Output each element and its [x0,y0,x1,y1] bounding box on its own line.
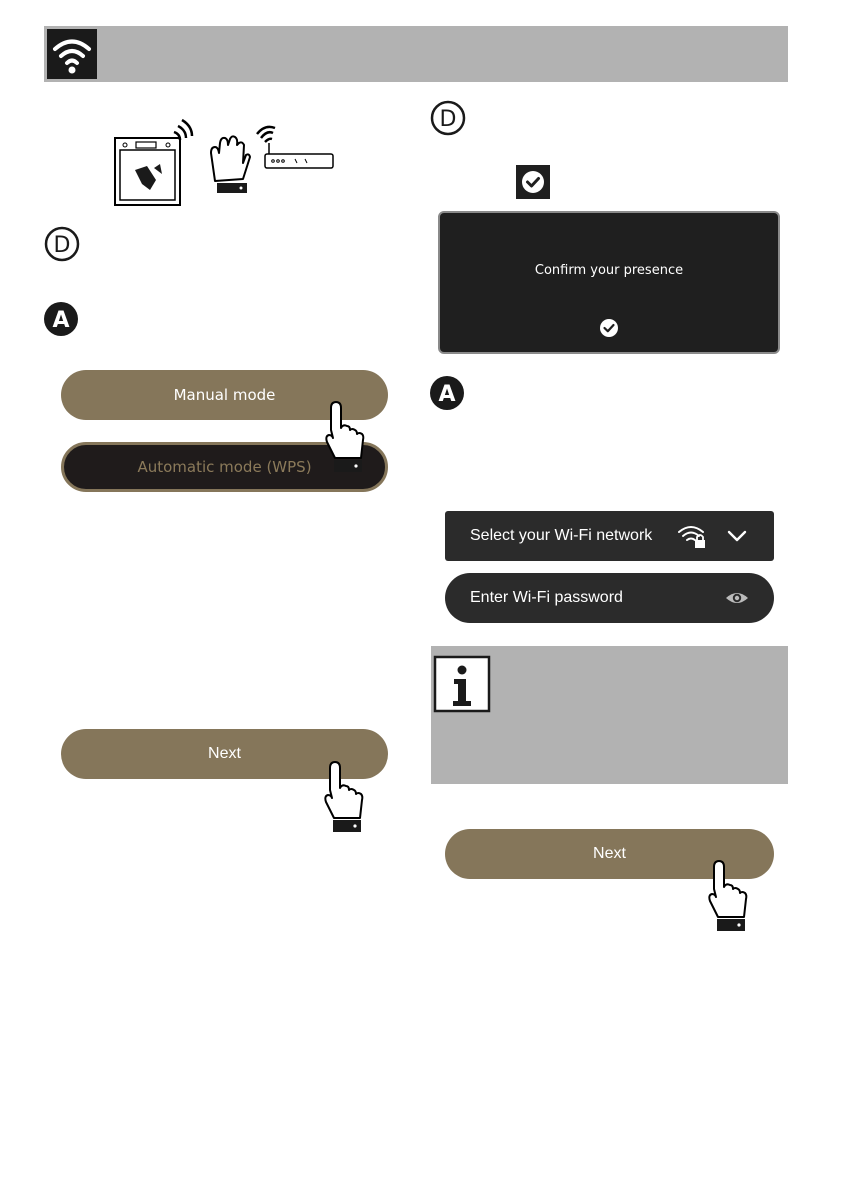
right-next-label: Next [593,845,626,862]
wifi-network-label: Select your Wi-Fi network [470,527,653,544]
wifi-network-select[interactable] [445,511,774,561]
header-bar [44,26,788,82]
app-marker-letter: A [52,308,70,333]
router-icon [255,120,335,176]
confirm-presence-text: Confirm your presence [534,263,684,278]
confirm-check-button[interactable] [599,318,619,342]
eye-icon[interactable] [724,588,750,612]
app-marker-icon [429,375,465,415]
info-icon [433,655,491,717]
app-marker-icon [43,301,79,341]
display-marker-letter: D [53,233,71,258]
wifi-icon [47,29,97,79]
confirm-check-icon [516,165,550,199]
chevron-down-icon[interactable] [726,526,748,550]
pointing-hand-icon [706,859,750,938]
pointing-hand-icon [323,400,367,479]
app-marker-letter: A [438,382,456,407]
left-next-label: Next [208,745,241,762]
manual-mode-label: Manual mode [173,386,276,404]
wifi-password-placeholder: Enter Wi-Fi password [470,589,623,606]
display-marker-letter: D [439,107,457,132]
oven-icon [110,118,200,212]
automatic-mode-label: Automatic mode (WPS) [137,458,312,476]
hand-icon [203,133,253,202]
display-marker-icon [430,100,466,140]
display-marker-icon [44,226,80,266]
pointing-hand-icon [322,760,366,839]
wifi-lock-icon [676,522,708,554]
